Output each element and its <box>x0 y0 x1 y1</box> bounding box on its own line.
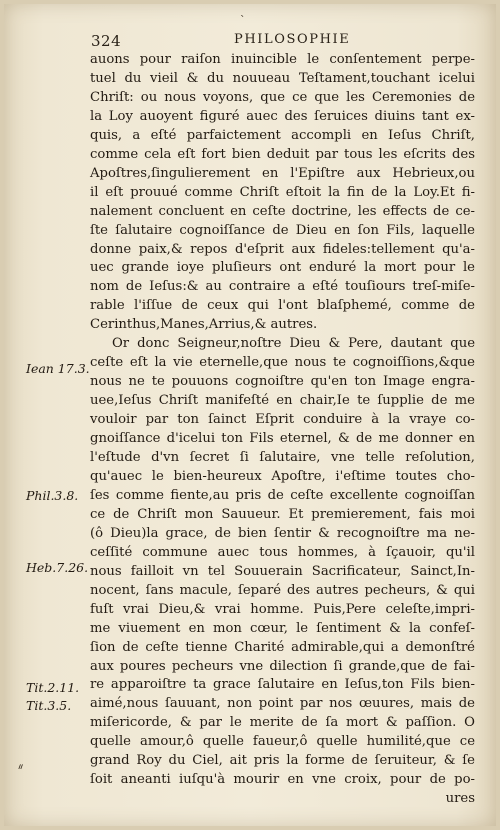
text-line: ſte ſalutaire cognoiſſance de Dieu en ſon Fils, laquelle <box>90 222 475 238</box>
text-line: quelle amour,ô quelle faueur,ô quelle humilité,que ce <box>90 734 475 750</box>
text-line: nom de Ieſus:& au contraire a eſté touſiours treſ-miſe- <box>90 279 475 295</box>
text-line: uee,Ieſus Chriſt manifeſté en chair,Ie te ſupplie de me <box>90 393 475 409</box>
text-line: quis, a eſté parfaictement accompli en Ieſus Chriſt, <box>90 127 475 143</box>
text-line: aimé,nous ſauuant, non point par nos œuures, mais de <box>90 696 475 712</box>
text-line: ce de Chriſt mon Sauueur. Et premierement, fais moi <box>90 506 475 522</box>
text-line: ſion de ceſte tienne Charité admirable,qui a demonſtré <box>90 639 475 655</box>
margin-note-heb: Heb.7.26. <box>26 560 89 575</box>
text-line: nocent, ſans macule, ſeparé des autres pecheurs, & qui <box>90 582 475 598</box>
text-line: fuſt vrai Dieu,& vrai homme. Puis,Pere celeſte,impri- <box>90 601 475 617</box>
text-line: nalement concluent en ceſte doctrine, les effects de ce- <box>90 203 475 219</box>
text-line: Apoſtres,ſingulierement en l'Epiſtre aux Hebrieux,ou <box>90 165 475 181</box>
paragraph-2 <box>90 335 475 790</box>
text-line: ſes comme fiente,au pris de ceſte excellente cognoiſſan <box>90 487 475 503</box>
catchword: ures <box>445 791 475 807</box>
text-line: Or donc Seigneur,noſtre Dieu & Pere, dautant que <box>112 336 475 352</box>
printer-mark: ` <box>240 14 246 27</box>
text-line: vouloir par ton ſainct Eſprit conduire à la vraye co- <box>90 412 475 428</box>
paragraph-1 <box>90 51 475 335</box>
text-line: il eſt prouué comme Chriſt eſtoit la fin de la Loy.Et fi- <box>90 184 475 200</box>
book-page <box>4 4 496 826</box>
text-line: gnoiſſance d'icelui ton Fils eternel, & de me donner en <box>90 431 475 447</box>
margin-note-tit-3: Tit.3.5. <box>26 698 72 713</box>
text-line: donne paix,& repos d'eſprit aux fideles:tellement qu'a- <box>90 241 475 257</box>
margin-note-tit-2: Tit.2.11. <box>26 680 80 695</box>
text-line: ceſſité commune auec tous hommes, à ſçauoir, qu'il <box>90 544 475 560</box>
text-line: nous failloit vn tel Souuerain Sacrificateur, Sainct,In- <box>90 563 475 579</box>
margin-note-phil: Phil.3.8. <box>26 488 79 503</box>
text-line: uec grande ioye pluſieurs ont enduré la mort pour le <box>90 260 475 276</box>
margin-note-jean: Iean 17.3. <box>26 361 90 376</box>
text-line: ſoit aneanti iuſqu'à mourir en vne croix, pour de po- <box>90 772 475 788</box>
text-line: (ô Dieu)la grace, de bien ſentir & recognoiſtre ma ne- <box>90 525 475 541</box>
text-line: ceſte eſt la vie eternelle,que nous te cognoiſſions,&que <box>90 355 475 371</box>
running-head: PHILOSOPHIE <box>234 32 351 47</box>
text-line: aux poures pecheurs vne dilection ſi grande,que de fai- <box>90 658 475 674</box>
text-line: nous ne te pouuons cognoiſtre qu'en ton Image engra- <box>90 374 475 390</box>
margin-ink-mark: ᐥ <box>18 762 24 776</box>
text-line: me viuement en mon cœur, le ſentiment & la confeſ- <box>90 620 475 636</box>
page-number: 324 <box>91 32 122 50</box>
body-text <box>90 51 475 809</box>
text-line: miſericorde, & par le merite de ſa mort & paſſion. O <box>90 715 475 731</box>
text-line: re apparoiſtre ta grace ſalutaire en Ieſus,ton Fils bien- <box>90 677 475 693</box>
text-line: auons pour raiſon inuincible le conſentement perpe- <box>90 52 475 67</box>
text-line: qu'auec le bien-heureux Apoſtre, i'eſtime toutes cho- <box>90 468 475 484</box>
text-line: l'eſtude d'vn ſecret ſi ſalutaire, vne telle reſolution, <box>90 450 475 466</box>
text-line: comme cela eſt fort bien deduit par tous les eſcrits des <box>90 146 475 162</box>
text-line: grand Roy du Ciel, ait pris la forme de ſeruiteur, & ſe <box>90 753 475 769</box>
text-line: tuel du vieil & du nouueau Teſtament,touchant icelui <box>90 70 475 86</box>
text-line: rable l'iſſue de ceux qui l'ont blaſphemé, comme de <box>90 298 475 314</box>
text-line: Cerinthus,Manes,Arrius,& autres. <box>90 317 318 333</box>
text-line: la Loy auoyent figuré auec des ſeruices diuins tant ex- <box>90 108 475 124</box>
text-line: Chriſt: ou nous voyons, que ce que les Ceremonies de <box>90 89 475 105</box>
